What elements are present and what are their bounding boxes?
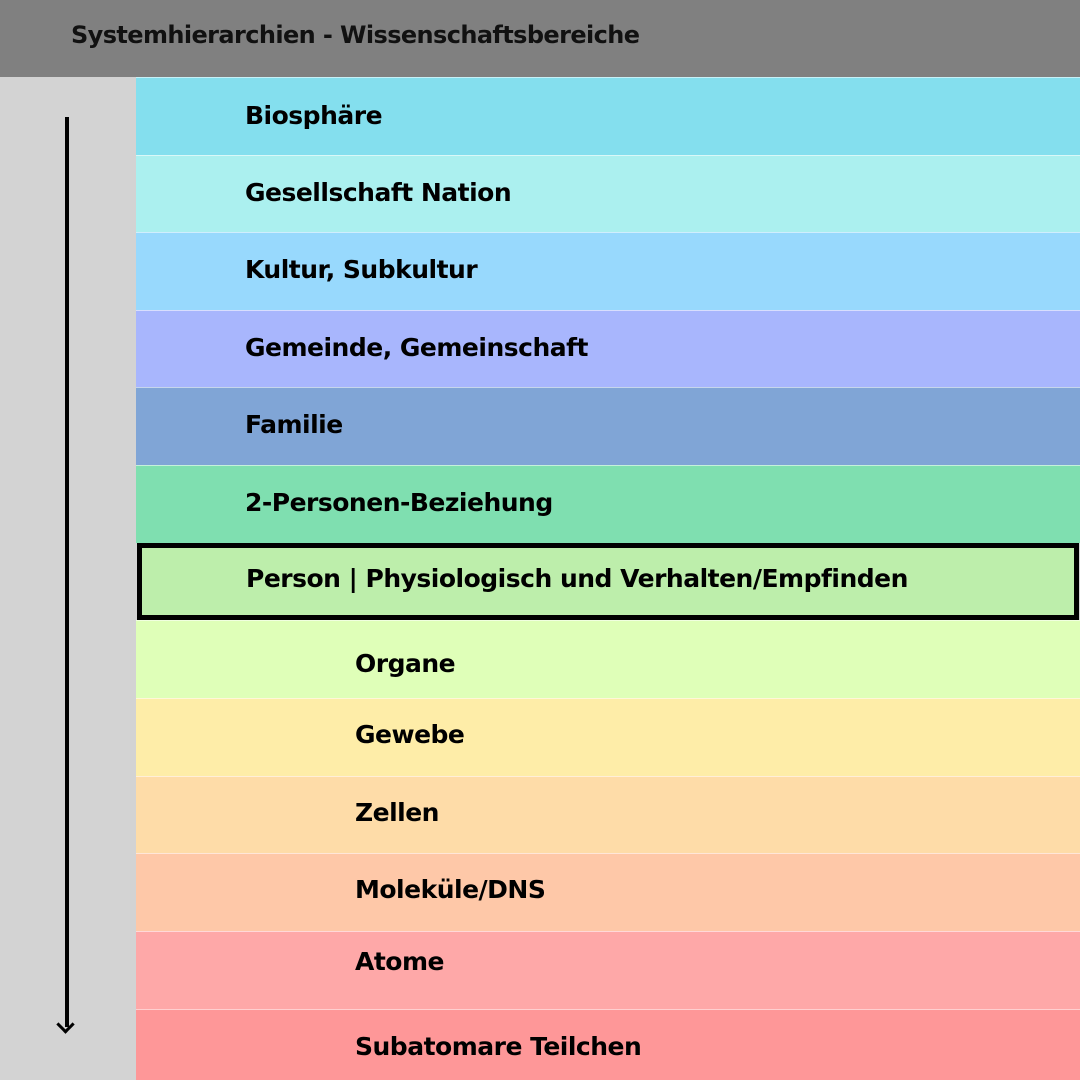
level-molecules-dna (136, 853, 1080, 931)
level-label: Zellen (355, 798, 439, 827)
level-family (136, 387, 1080, 465)
level-person-highlighted (137, 543, 1079, 620)
level-subatomic-particles (136, 1009, 1080, 1080)
header-bar (0, 0, 1080, 77)
level-label: Gewebe (355, 720, 465, 749)
level-label: Biosphäre (245, 101, 383, 130)
level-two-person-relationship (136, 465, 1080, 543)
level-label: 2-Personen-Beziehung (245, 488, 553, 517)
level-label: Organe (355, 649, 456, 678)
level-cells (136, 776, 1080, 853)
level-society-nation (136, 155, 1080, 232)
level-label: Atome (355, 947, 444, 976)
level-organs (136, 620, 1080, 698)
level-community (136, 310, 1080, 387)
arrow-down-icon (65, 117, 69, 1027)
level-label: Gemeinde, Gemeinschaft (245, 333, 588, 362)
level-label: Subatomare Teilchen (355, 1032, 642, 1061)
level-label: Kultur, Subkultur (245, 255, 478, 284)
level-biosphere (136, 77, 1080, 155)
level-culture (136, 232, 1080, 310)
level-tissue (136, 698, 1080, 776)
level-label: Moleküle/DNS (355, 875, 546, 904)
level-label: Person | Physiologisch und Verhalten/Empfinden (246, 564, 908, 593)
level-label: Gesellschaft Nation (245, 178, 512, 207)
level-atoms (136, 931, 1080, 1009)
page-title: Systemhierarchien - Wissenschaftsbereiche (71, 21, 640, 49)
level-label: Familie (245, 410, 343, 439)
